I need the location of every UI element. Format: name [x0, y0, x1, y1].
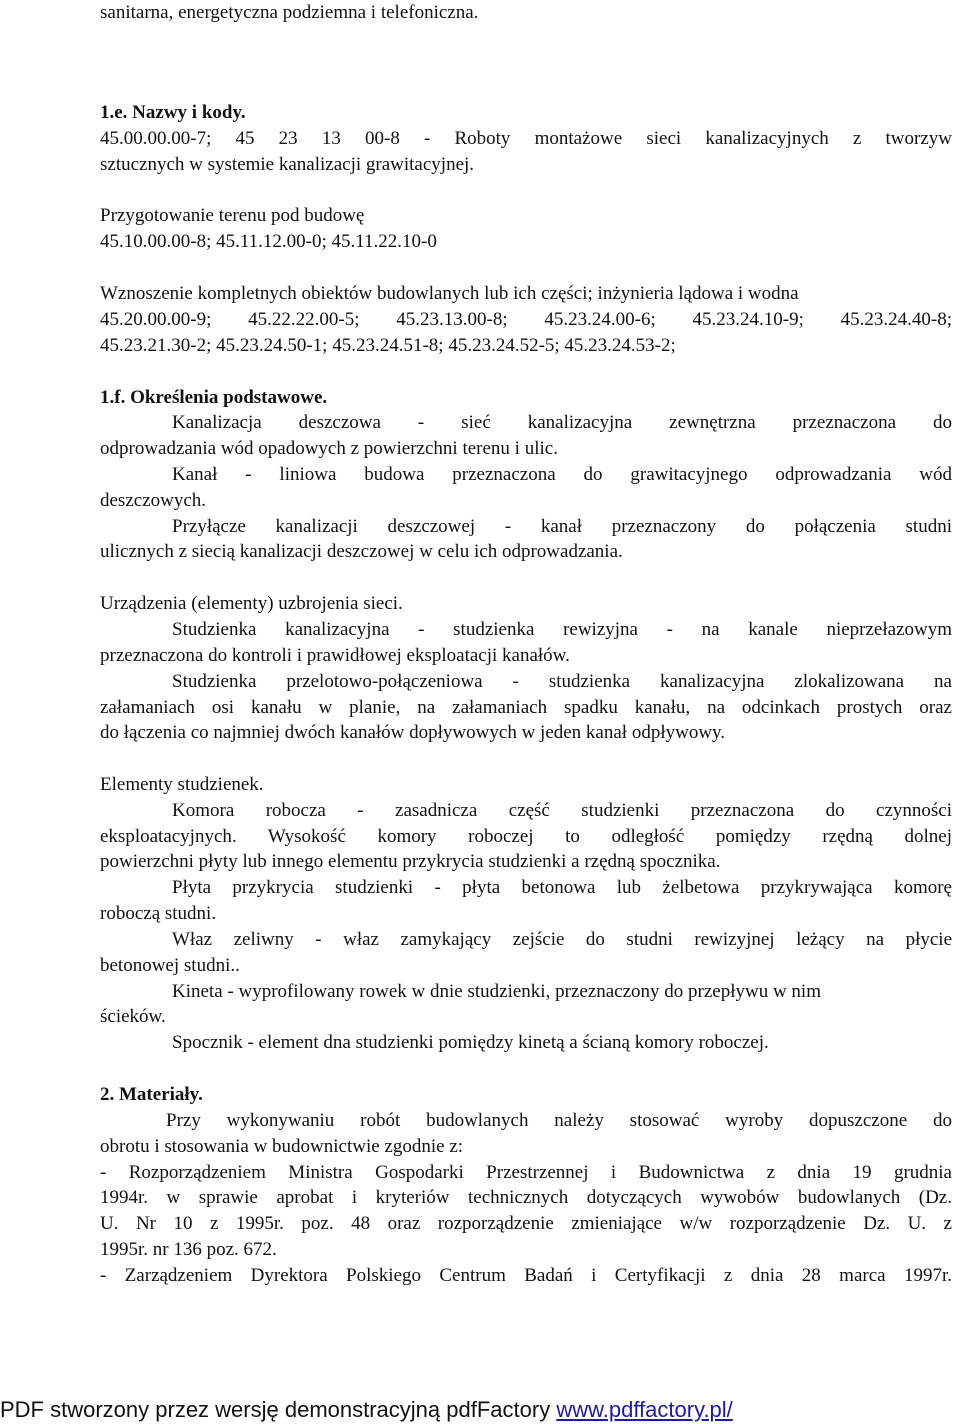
text-line: Wznoszenie kompletnych obiektów budowlanych lub ich części; inżynieria lądowa i wodna — [100, 283, 799, 304]
paragraph-line: załamaniach osi kanału w planie, na załamaniach spadku kanału, na odcinkach prostych oraz — [100, 697, 952, 718]
paragraph-line: roboczą studni. — [100, 903, 217, 924]
footer-link[interactable]: www.pdffactory.pl/ — [556, 1397, 733, 1422]
paragraph-line: deszczowych. — [100, 490, 207, 511]
paragraph-line: obrotu i stosowania w budownictwie zgodnie z: — [100, 1136, 464, 1157]
section-heading: 1.f. Określenia podstawowe. — [100, 387, 328, 408]
paragraph-line: Spocznik - element dna studzienki pomiędzy kinetą a ścianą komory roboczej. — [172, 1032, 769, 1053]
paragraph-line: eksploatacyjnych. Wysokość komory roboczej to odległość pomiędzy rzędną dolnej — [100, 826, 952, 847]
paragraph-line: odprowadzania wód opadowych z powierzchni terenu i ulic. — [100, 438, 558, 459]
paragraph-line: U. Nr 10 z 1995r. poz. 48 oraz rozporządzenie zmieniające w/w rozporządzenie Dz. U. z — [100, 1213, 952, 1234]
paragraph-line: ulicznych z siecią kanalizacji deszczowej w celu ich odprowadzania. — [100, 541, 623, 562]
paragraph-line: Kineta - wyprofilowany rowek w dnie studzienki, przeznaczony do przepływu w nim — [172, 981, 821, 1002]
paragraph-line: powierzchni płyty lub innego elementu przykrycia studzienki a rzędną spocznika. — [100, 851, 721, 872]
text-line: sztucznych w systemie kanalizacji grawitacyjnej. — [100, 154, 475, 175]
paragraph-line: betonowej studni.. — [100, 955, 240, 976]
paragraph-line: - Zarządzeniem Dyrektora Polskiego Centrum Badań i Certyfikacji z dnia 28 marca 1997r. — [100, 1265, 952, 1286]
text-line: 45.00.00.00-7; 45 23 13 00-8 - Roboty montażowe sieci kanalizacyjnych z tworzyw — [100, 128, 952, 149]
paragraph-line: Studzienka przelotowo-połączeniowa - studzienka kanalizacyjna zlokalizowana na — [172, 671, 952, 692]
code-line: 45.23.21.30-2; 45.23.24.50-1; 45.23.24.51-8; 45.23.24.52-5; 45.23.24.53-2; — [100, 335, 676, 356]
paragraph-line: Przyłącze kanalizacji deszczowej - kanał przeznaczony do połączenia studni — [172, 516, 952, 537]
paragraph-line: 1994r. w sprawie aprobat i kryteriów technicznych dotyczących wywobów budowlanych (Dz. — [100, 1187, 952, 1208]
paragraph-line: ścieków. — [100, 1006, 166, 1027]
paragraph-line: Komora robocza - zasadnicza część studzienki przeznaczona do czynności — [172, 800, 952, 821]
paragraph-line: Studzienka kanalizacyjna - studzienka rewizyjna - na kanale nieprzełazowym — [172, 619, 952, 640]
paragraph-line: Płyta przykrycia studzienki - płyta betonowa lub żelbetowa przykrywająca komorę — [172, 877, 952, 898]
code-line: 45.20.00.00-9; 45.22.22.00-5; 45.23.13.00-8; 45.23.24.00-6; 45.23.24.10-9; 45.23.24.40-8; — [100, 309, 952, 330]
paragraph-line: 1995r. nr 136 poz. 672. — [100, 1239, 277, 1260]
paragraph-line: Kanalizacja deszczowa - sieć kanalizacyjna zewnętrzna przeznaczona do — [172, 412, 952, 433]
section-heading: 2. Materiały. — [100, 1084, 203, 1105]
subheading: Elementy studzienek. — [100, 774, 264, 795]
paragraph-line: Przy wykonywaniu robót budowlanych należy stosować wyroby dopuszczone do — [166, 1110, 952, 1131]
paragraph-line: Właz zeliwny - właz zamykający zejście do studni rewizyjnej leżący na płycie — [172, 929, 952, 950]
paragraph-line: Kanał - liniowa budowa przeznaczona do grawitacyjnego odprowadzania wód — [172, 464, 952, 485]
text-line: Przygotowanie terenu pod budowę — [100, 205, 365, 226]
code-line: 45.10.00.00-8; 45.11.12.00-0; 45.11.22.10-0 — [100, 231, 437, 252]
subheading: Urządzenia (elementy) uzbrojenia sieci. — [100, 593, 403, 614]
paragraph-line: do łączenia co najmniej dwóch kanałów dopływowych w jeden kanał odpływowy. — [100, 722, 726, 743]
text-line: sanitarna, energetyczna podziemna i telefoniczna. — [100, 2, 479, 23]
paragraph-line: - Rozporządzeniem Ministra Gospodarki Przestrzennej i Budownictwa z dnia 19 grudnia — [100, 1162, 952, 1183]
section-heading: 1.e. Nazwy i kody. — [100, 102, 246, 123]
footer-text: PDF stworzony przez wersję demonstracyjną pdfFactory — [0, 1397, 557, 1422]
pdf-watermark-footer — [0, 1396, 960, 1424]
paragraph-line: przeznaczona do kontroli i prawidłowej eksploatacji kanałów. — [100, 645, 570, 666]
